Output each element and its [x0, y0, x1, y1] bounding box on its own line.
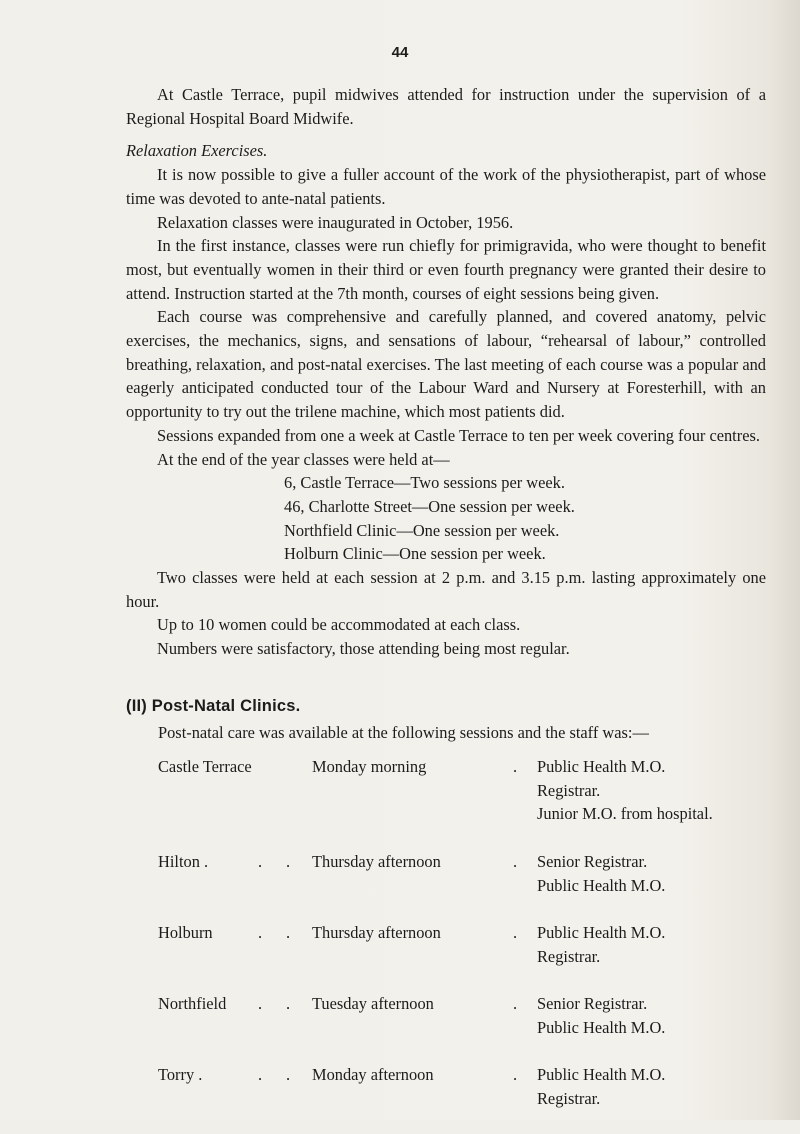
post-natal-intro: Post-natal care was available at the following sessions and the staff was:—	[158, 723, 649, 742]
leader-dot: .	[513, 757, 518, 776]
staff-entry: Senior Registrar.	[537, 994, 648, 1013]
staff-list	[537, 1063, 665, 1110]
staff-entry: Senior Registrar.	[537, 852, 648, 871]
centre-item: 6, Castle Terrace—Two sessions per week.	[284, 473, 565, 493]
centre-item: Northfield Clinic—One session per week.	[284, 520, 560, 540]
leader-dot: .	[258, 994, 263, 1013]
staff-entry: Public Health M.O.	[537, 923, 666, 942]
staff-list	[537, 755, 713, 826]
centre-item: 46, Charlotte Street—One session per week.	[284, 496, 575, 516]
staff-entry: Public Health M.O.	[537, 757, 666, 776]
leader-dot: .	[258, 852, 263, 871]
session-day: Monday afternoon	[312, 1065, 434, 1084]
leader-dot: .	[286, 994, 291, 1013]
leader-dot: .	[258, 923, 263, 942]
paragraph-classes-held-at: At the end of the year classes were held at—	[157, 449, 450, 469]
staff-entry: Registrar.	[537, 1088, 601, 1108]
schedule-row	[158, 921, 778, 992]
clinic-name: Hilton .	[158, 852, 209, 871]
leader-dot: .	[513, 923, 518, 942]
schedule-row	[158, 992, 778, 1063]
leader-dot: .	[513, 994, 518, 1013]
paragraph-pupil-midwives: At Castle Terrace, pupil midwives attended for instruction under the supervision of a Regional Hospital Board Midwife.	[126, 85, 766, 128]
staff-entry: Registrar.	[537, 946, 601, 966]
leader-dot: .	[513, 1065, 518, 1084]
paragraph-class-capacity: Up to 10 women could be accommodated at each class.	[157, 615, 521, 635]
staff-entry: Public Health M.O.	[537, 1065, 666, 1084]
clinic-name: Northfield	[158, 994, 227, 1013]
leader-dot: .	[286, 923, 291, 942]
session-day: Monday morning	[312, 757, 427, 776]
schedule-row	[158, 755, 778, 850]
staff-list	[537, 992, 665, 1039]
leader-dot: .	[513, 852, 518, 871]
leader-dot: .	[258, 1065, 263, 1084]
session-day: Thursday afternoon	[312, 852, 441, 871]
paragraph-attendance: Numbers were satisfactory, those attending being most regular.	[157, 639, 570, 659]
clinic-name: Holburn	[158, 923, 213, 942]
relaxation-exercises-heading: Relaxation Exercises.	[126, 141, 268, 161]
staff-list	[537, 850, 665, 897]
session-day: Thursday afternoon	[312, 923, 441, 942]
paragraph-classes-inaugurated: Relaxation classes were inaugurated in October, 1956.	[157, 212, 514, 232]
clinic-schedule	[158, 755, 778, 1134]
paragraph-sessions-expanded: Sessions expanded from one a week at Castle Terrace to ten per week covering four centres.	[157, 425, 760, 445]
page-number: 44	[391, 44, 409, 61]
post-natal-clinics-heading: (II) Post-Natal Clinics.	[126, 697, 301, 715]
staff-list	[537, 921, 665, 968]
leader-dot: .	[286, 1065, 291, 1084]
paragraph-course-content: Each course was comprehensive and carefully planned, and covered anatomy, pelvic exercises, the mechanics, signs, and sensations of labour, “rehearsal of labour,” controlled breathing, relaxation, and post-natal exercises. The last meeting of each course was a popular and eagerly anticipated conducted tour of the Labour Ward and Nursery at Foresterhill, with an opportunity to try out the trilene machine, which most patients did.	[126, 307, 766, 422]
session-day: Tuesday afternoon	[312, 994, 434, 1013]
paragraph-session-times: Two classes were held at each session at 2 p.m. and 3.15 p.m. lasting approximately one hour.	[126, 568, 766, 611]
paragraph-physiotherapist: It is now possible to give a fuller account of the work of the physiotherapist, part of whose time was devoted to ante-natal patients.	[126, 165, 766, 208]
clinic-name: Torry .	[158, 1065, 203, 1084]
staff-entry: Registrar.	[537, 780, 601, 800]
centre-item: Holburn Clinic—One session per week.	[284, 544, 546, 564]
schedule-row	[158, 1063, 778, 1134]
paragraph-first-instance: In the first instance, classes were run chiefly for primigravida, who were thought to benefit most, but eventually women in their third or even fourth pregnancy were granted their desire to attend. Instruction started at the 7th month, courses of eight sessions being given.	[126, 236, 766, 303]
body-text	[126, 83, 766, 661]
staff-entry: Public Health M.O.	[537, 1017, 666, 1037]
centres-list	[284, 471, 766, 566]
staff-entry: Public Health M.O.	[537, 875, 666, 895]
leader-dot: .	[286, 852, 291, 871]
clinic-name: Castle Terrace	[158, 757, 252, 776]
staff-entry: Junior M.O. from hospital.	[537, 804, 713, 824]
schedule-row	[158, 850, 778, 921]
